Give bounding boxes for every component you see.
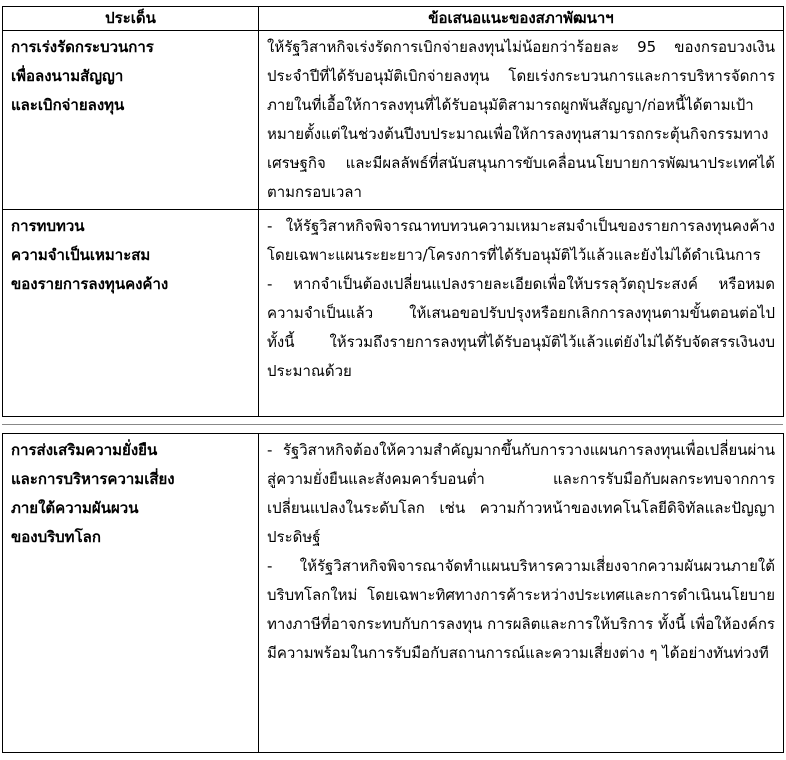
row-detail [259,31,784,210]
topic-line: การเร่งรัดกระบวนการ [11,38,154,56]
topic-line: ของบริบทโลก [11,528,101,546]
detail-paragraph: - ให้รัฐวิสาหกิจพิจารณาทบทวนความเหมาะสมจำเป็นของรายการลงทุนคงค้าง โดยเฉพาะแผนระยะยาว/โครงการที่ได้รับอนุมัติไว้แล้วและยังไม่ได้ดำเนินการ [267,217,775,264]
table-row [3,434,784,753]
topic-line: และเบิกจ่ายลงทุน [11,96,125,114]
recommendations-table-continued [2,433,784,753]
topic-line: ความจำเป็นเหมาะสม [11,246,151,264]
table-row [3,210,784,417]
topic-line: การทบทวน [11,217,85,235]
table-row [3,31,784,210]
header-recommendation: ข้อเสนอแนะของสภาพัฒนาฯ [259,7,784,31]
header-issue: ประเด็น [3,7,259,31]
topic-line: และการบริหารความเสี่ยง [11,470,175,488]
detail-paragraph: - ให้รัฐวิสาหกิจพิจารณาจัดทำแผนบริหารความเสี่ยงจากความผันผวนภายใต้บริบทโลกใหม่ โดยเฉพาะทิศทางการค้าระหว่างประเทศและการดำเนินนโยบายทางภาษีที่อาจกระทบกับการลงทุน การผลิตและการให้บริการ ทั้งนี้ เพื่อให้องค์กรมีความพร้อมในการรับมือกับสถานการณ์และความเสี่ยงต่าง ๆ ได้อย่างทันท่วงที [267,557,775,662]
detail-paragraph: - หากจำเป็นต้องเปลี่ยนแปลงรายละเอียดเพื่อให้บรรลุวัตถุประสงค์ หรือหมดความจำเป็นแล้ว ให้เสนอขอปรับปรุงหรือยกเลิกการลงทุนตามขั้นตอนต่อไป ทั้งนี้ ให้รวมถึงรายการลงทุนที่ได้รับอนุมัติไว้แล้วแต่ยังไม่ได้รับจัดสรรเงินงบประมาณด้วย [267,275,775,380]
detail-paragraph: ให้รัฐวิสาหกิจเร่งรัดการเบิกจ่ายลงทุนไม่น้อยกว่าร้อยละ 95 ของกรอบวงเงินประจำปีที่ได้รับอนุมัติเบิกจ่ายลงทุน โดยเร่งกระบวนการและการบริหารจัดการภายในที่เอื้อให้การลงทุนที่ได้รับอนุมัติสามารถผูกพันสัญญา/ก่อหนี้ได้ตามเป้าหมายตั้งแต่ในช่วงต้นปีงบประมาณเพื่อให้การลงทุนสามารถกระตุ้นกิจกรรมทางเศรษฐกิจ และมีผลลัพธ์ที่สนับสนุนการขับเคลื่อนนโยบายการพัฒนาประเทศได้ตามกรอบเวลา [267,38,775,201]
row-topic [3,210,259,417]
row-detail [259,210,784,417]
topic-line: การส่งเสริมความยั่งยืน [11,441,158,459]
page-break-divider [2,424,783,427]
row-topic [3,31,259,210]
detail-paragraph: - รัฐวิสาหกิจต้องให้ความสำคัญมากขึ้นกับการวางแผนการลงทุนเพื่อเปลี่ยนผ่านสู่ความยั่งยืนและสังคมคาร์บอนต่ำ และการรับมือกับผลกระทบจากการเปลี่ยนแปลงในระดับโลก เช่น ความก้าวหน้าของเทคโนโลยีดิจิทัลและปัญญาประดิษฐ์ [267,441,775,546]
recommendations-table [2,6,784,417]
row-detail [259,434,784,753]
topic-line: ของรายการลงทุนคงค้าง [11,275,169,293]
topic-line: ภายใต้ความผันผวน [11,499,139,517]
topic-line: เพื่อลงนามสัญญา [11,67,124,85]
table-header-row [3,7,784,31]
row-topic [3,434,259,753]
